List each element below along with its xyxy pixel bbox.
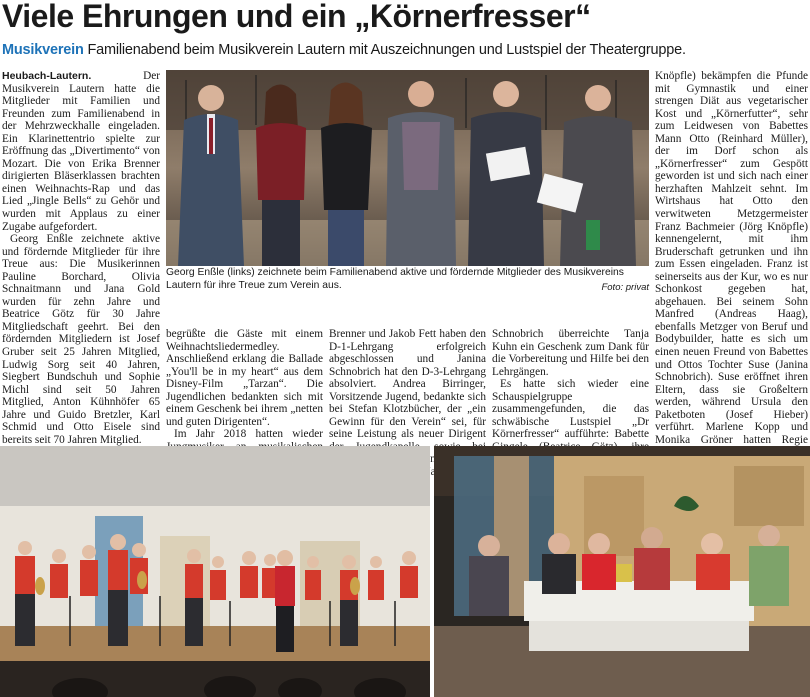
paragraph: Georg Enßle zeichnete aktive und fördernde Mitglieder für ihre Treue aus: Die Musikerinnen Pauline Borchard, Olivia Schnaitmann und Jana Gold wurden für zehn Jahre und Beatrice Götz für 30 Jahre Mitgliedschaft geehrt. Bei den fördernden Mitgliedern ist Josef Gruber seit 25 Jahren Mitglied, Ludwig Sorg seit 40 Jahren, Siegbert Bundschuh und Sophie Michl sind seit 50 Jahren Mitglied, Anton Kühnhöfer 65 Jahre und Guido Bretzler, Karl Schmid und Otto Eisele sind bereits seit 70 Jahren Mitglied.: [2, 233, 160, 446]
dateline: Heubach-Lautern.: [2, 70, 92, 82]
paragraph: Im Jahr 2018 hatten wieder: [174, 428, 323, 441]
paragraph: Knöpfle) bekämpfen die Pfunde mit Gymnastik und einer strengen Diät aus vegetarischer Kost und „Körnerfutter“, sehr zum Leidwesen von Babettes Mann Otto (Reinhard Müller), der im Dorf schon als „Körnerfresser“ zum Gespött geworden ist und sich nach einer herzhaften Mahlzeit sehnt. Im Wirtshaus hat Otto den verwitweten Metzgermeister Franz Bachmeier (Jörg Knöpfle) kennengelernt, mit ihm Bruderschaft getrunken und ihn zum Essen eingeladen. Franz ist seinerseits aus der Kur, wo es nur Schonkost gegeben hat, abgehauen. Bei seinem Sohn Manfred (Andreas Haag), ebenfalls Metzger von Beruf und Bodybuilder, hatte es sich um einen neuen Freund von Babettes und Ottos Tochter Suse (Janina Schnobrich). Suse eröffnet ihren Eltern, dass sie Großeltern werden, während Ursula den Paketboten (Josef Hieber) verführt. Marlene Kopp und Monika Gröner hatten Regie: [655, 70, 808, 446]
photo-youth-band: [0, 446, 430, 697]
paragraph: Heubach-Lautern. Der Musikverein Lautern hatte die Mitglieder mit Familien und Freunden zum Familienabend in der Mehrzweckhalle eingeladen. Ein Klarinettentrio spielte zur Eröffnung das „Divertimento“ von Mozart. Die von Erika Brenner dirigierten Bläserklassen brachten einen Weihnachts-Rap und das Lied „Jingle Bells“ zu Gehör und wurden mit Applaus zu einer Zugabe aufgefordert.: [2, 70, 160, 233]
photo-theatre-play: [434, 446, 810, 697]
photo-credit: Foto: privat: [601, 282, 649, 294]
paragraph: Brenner und Jakob Fett haben den D-1-Lehrgang erfolgreich abgeschlossen und Janina Schnobrich hat den D-3-Lehrgang absolviert. Andrea Birringer, Vorsitzende Jugend, bedankte sich bei Stefan Klotzbücher, der „ein Gewinn für den Verein“ sei, für seine Leistung als neuer Dirigent: [329, 328, 486, 441]
subheadline: Familienabend beim Musikverein Lautern mit Auszeichnungen und Lustspiel der Theatergruppe.: [87, 42, 686, 58]
paragraph: Schnobrich überreichte Tanja Kuhn ein Geschenk zum Dank für die Vorbereitung und Hilfe bei den Lehrgängen.: [492, 328, 649, 378]
photo-award-ceremony: [166, 70, 649, 266]
article-column-4: [492, 328, 649, 463]
article-column-2: [166, 328, 323, 463]
article-column-3: [329, 328, 486, 463]
article-column-5: [655, 70, 808, 463]
subheadline-line: [2, 40, 808, 60]
paragraph: Es hatte sich wieder eine Schauspielgruppe zusammengefunden, die das schwäbische Lustspiel „Dr Körnerfresser“ aufführte: Babette: [492, 378, 649, 441]
kicker: Musikverein: [2, 42, 84, 58]
photo-caption: Georg Enßle (links) zeichnete beim Familienabend aktive und fördernde Mitglieder des Musikvereins Lautern für ihre Treue zum Verein aus. Foto: privat: [166, 267, 649, 294]
paragraph: begrüßte die Gäste mit einem Weihnachtsliedermedley. Anschließend erklang die Ballade „You'll be in my heart“ aus dem Disney-Film „Tarzan“. Die Jugendlichen bedankten sich mit einem Geschenk bei ihrem „netten und guten Dirigenten“.: [166, 328, 323, 428]
headline: Viele Ehrungen und ein „Körnerfresser“: [2, 0, 591, 34]
article-column-1: [2, 70, 160, 463]
